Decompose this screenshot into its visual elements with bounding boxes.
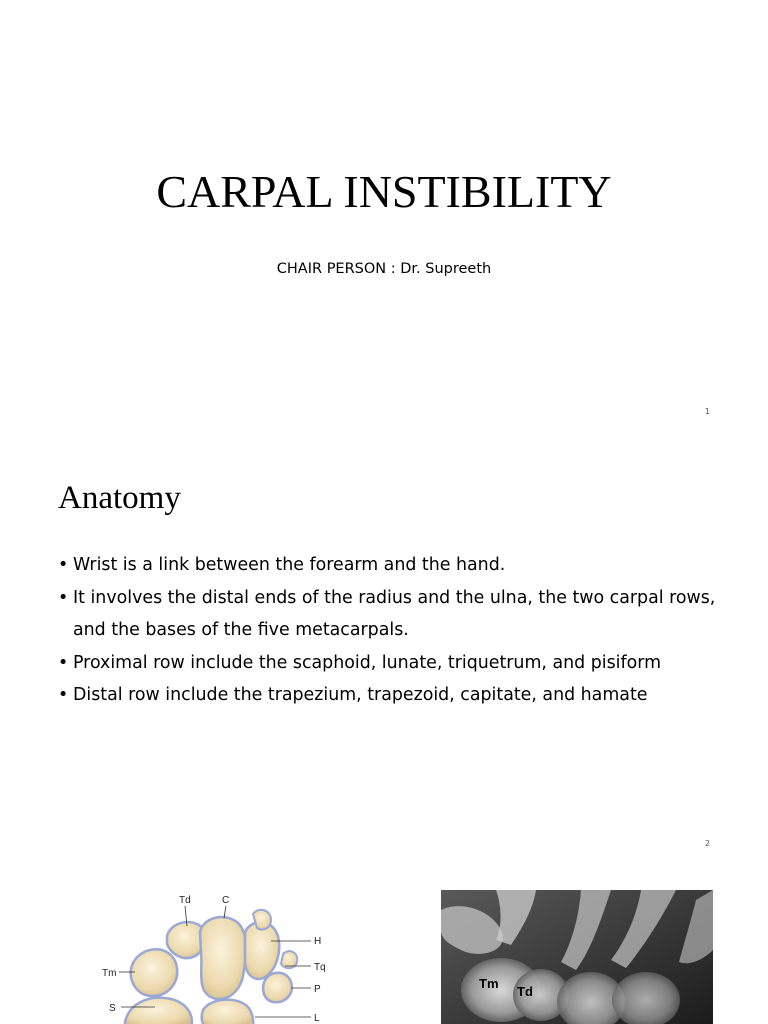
label-l: L (314, 1013, 320, 1024)
xray-label-tm: Tm (479, 976, 499, 991)
slide-subtitle: CHAIR PERSON : Dr. Supreeth (276, 261, 492, 277)
carpal-bones-diagram (95, 892, 345, 1024)
trapezium-bone (131, 949, 178, 996)
slide-3 (0, 866, 768, 1024)
bullet-item: • It involves the distal ends of the radius and the ulna, the two carpal rows, and the bases of the five metacarpals. (58, 582, 718, 647)
label-s: S (109, 1003, 116, 1014)
slide-title: CARPAL INSTIBILITY (156, 166, 612, 217)
label-h: H (314, 936, 322, 947)
label-p: P (314, 984, 321, 995)
scaphoid-bone (125, 998, 192, 1024)
xray-label-td: Td (517, 984, 533, 999)
wrist-xray-image (441, 890, 713, 1024)
slide-2 (0, 433, 768, 865)
slide-1 (0, 0, 768, 432)
label-c: C (222, 895, 230, 906)
slide-number: 2 (704, 839, 710, 848)
label-td: Td (179, 895, 191, 906)
hamate-hook (253, 910, 271, 930)
slide-title: Anatomy (58, 480, 181, 516)
slide-number: 1 (704, 407, 710, 416)
bullet-list (58, 549, 718, 712)
label-tm: Tm (102, 968, 117, 979)
lunate-bone (202, 1000, 254, 1024)
capitate-bone (200, 917, 246, 999)
label-tq: Tq (314, 962, 326, 973)
triquetrum-bone (263, 973, 292, 1003)
bullet-item: • Proximal row include the scaphoid, lunate, triquetrum, and pisiform (58, 647, 718, 680)
bullet-item: • Distal row include the trapezium, trapezoid, capitate, and hamate (58, 679, 718, 712)
bullet-item: • Wrist is a link between the forearm and the hand. (58, 549, 718, 582)
